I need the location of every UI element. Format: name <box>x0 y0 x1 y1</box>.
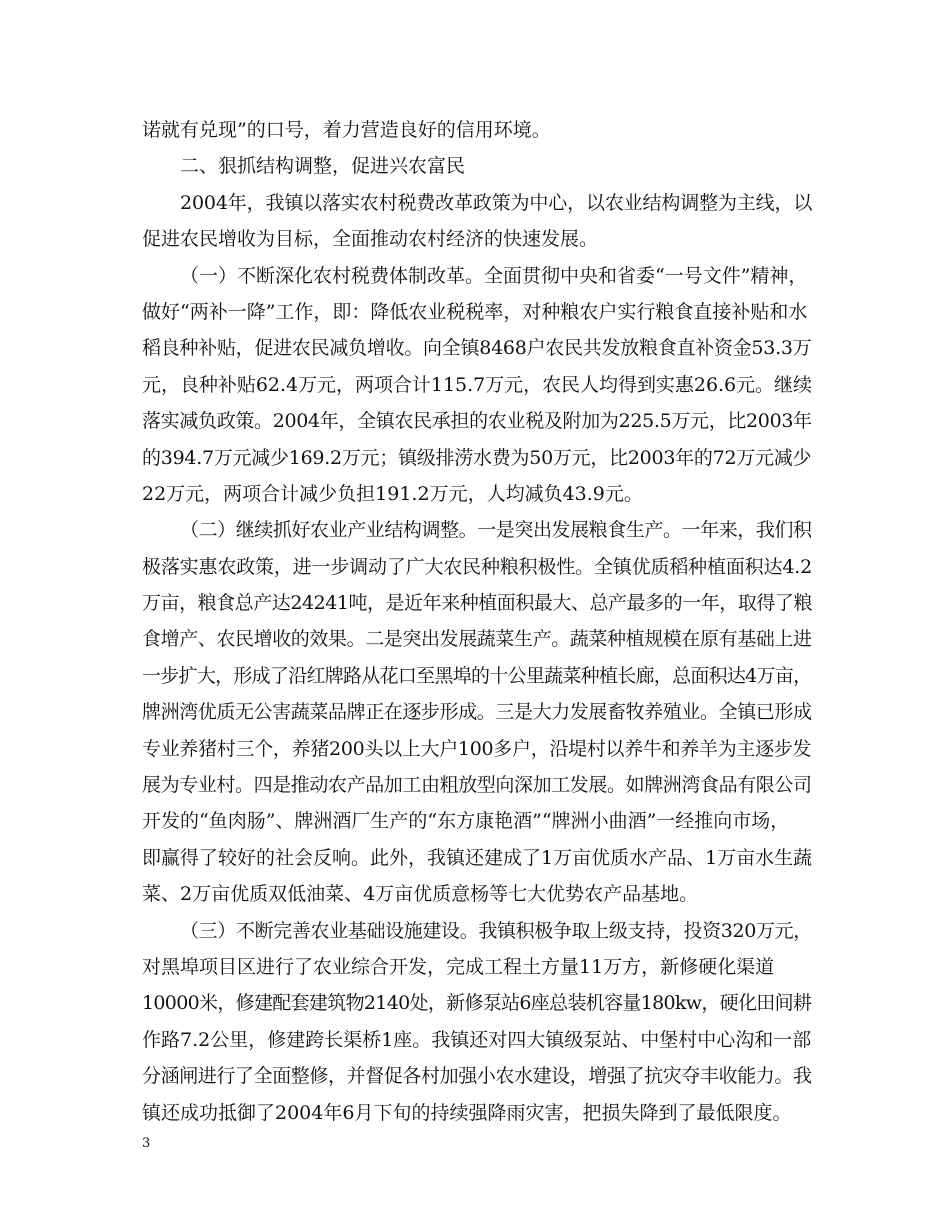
text-line: 专业养猪村三个，养猪200头以上大户100多户，沿堤村以养牛和养羊为主逐步发 <box>142 737 812 760</box>
text-line: 作路7.2公里，修建跨长渠桥1座。我镇还对四大镇级泵站、中堡村中心沟和一部 <box>142 1028 812 1051</box>
text-line: 镇还成功抵御了2004年6月下旬的持续强降雨灾害，把损失降到了最低限度。 <box>142 1101 792 1124</box>
text-line: 一步扩大，形成了沿红牌路从花口至黑埠的十公里蔬菜种植长廊，总面积达4万亩， <box>142 664 812 687</box>
text-line: 分涵闸进行了全面整修，并督促各村加强小农水建设，增强了抗灾夺丰收能力。我 <box>142 1065 812 1088</box>
text-line: 二、狠抓结构调整，促进兴农富民 <box>180 155 466 178</box>
text-line: （一）不断深化农村税费体制改革。全面贯彻中央和省委“一号文件”精神， <box>180 264 808 287</box>
text-line: 稻良种补贴，促进农民减负增收。向全镇8468户农民共发放粮食直补资金53.3万 <box>142 337 812 360</box>
text-line: 万亩，粮食总产达24241吨，是近年来种植面积最大、总产最多的一年，取得了粮 <box>142 592 812 615</box>
text-line: 的394.7万元减少169.2万元；镇级排涝水费为50万元，比2003年的72万元减少 <box>142 446 812 469</box>
page-number: 3 <box>142 1136 151 1151</box>
text-line: 诺就有兑现”的口号，着力营造良好的信用环境。 <box>142 119 551 141</box>
text-line: （三）不断完善农业基础设施建设。我镇积极争取上级支持，投资320万元， <box>180 919 812 942</box>
text-line: 22万元，两项合计减少负担191.2万元，人均减负43.9元。 <box>142 482 643 505</box>
text-line: （二）继续抓好农业产业结构调整。一是突出发展粮食生产。一年来，我们积 <box>180 519 812 542</box>
text-line: 元，良种补贴62.4万元，两项合计115.7万元，农民人均得到实惠26.6元。继续 <box>142 373 812 396</box>
body-text <box>142 112 812 1131</box>
text-line: 2004年，我镇以落实农村税费改革政策为中心，以农业结构调整为主线，以 <box>180 191 812 214</box>
text-line: 展为专业村。四是推动农产品加工由粗放型向深加工发展。如牌洲湾食品有限公司 <box>142 774 812 797</box>
text-line: 食增产、农民增收的效果。二是突出发展蔬菜生产。蔬菜种植规模在原有基础上进 <box>142 628 812 651</box>
text-line: 对黑埠项目区进行了农业综合开发，完成工程土方量11万方，新修硬化渠道 <box>142 955 775 978</box>
text-line: 10000米，修建配套建筑物2140处，新修泵站6座总装机容量180kw，硬化田间耕 <box>142 992 812 1015</box>
text-line: 落实减负政策。2004年，全镇农民承担的农业税及附加为225.5万元，比2003年 <box>142 410 812 433</box>
text-line: 即赢得了较好的社会反响。此外，我镇还建成了1万亩优质水产品、1万亩水生蔬 <box>142 846 812 869</box>
text-line: 做好“两补一降”工作，即：降低农业税税率，对种粮农户实行粮食直接补贴和水 <box>142 300 808 323</box>
text-line: 极落实惠农政策，进一步调动了广大农民种粮积极性。全镇优质稻种植面积达4.2 <box>142 555 812 578</box>
text-line: 菜、2万亩优质双低油菜、4万亩优质意杨等七大优势农产品基地。 <box>142 883 699 906</box>
text-line: 促进农民增收为目标，全面推动农村经济的快速发展。 <box>142 228 599 251</box>
text-line: 牌洲湾优质无公害蔬菜品牌正在逐步形成。三是大力发展畜牧养殖业。全镇已形成 <box>142 701 812 724</box>
text-line: 开发的“鱼肉肠”、牌洲酒厂生产的“东方康艳酒”“牌洲小曲酒”一经推向市场， <box>142 810 790 833</box>
